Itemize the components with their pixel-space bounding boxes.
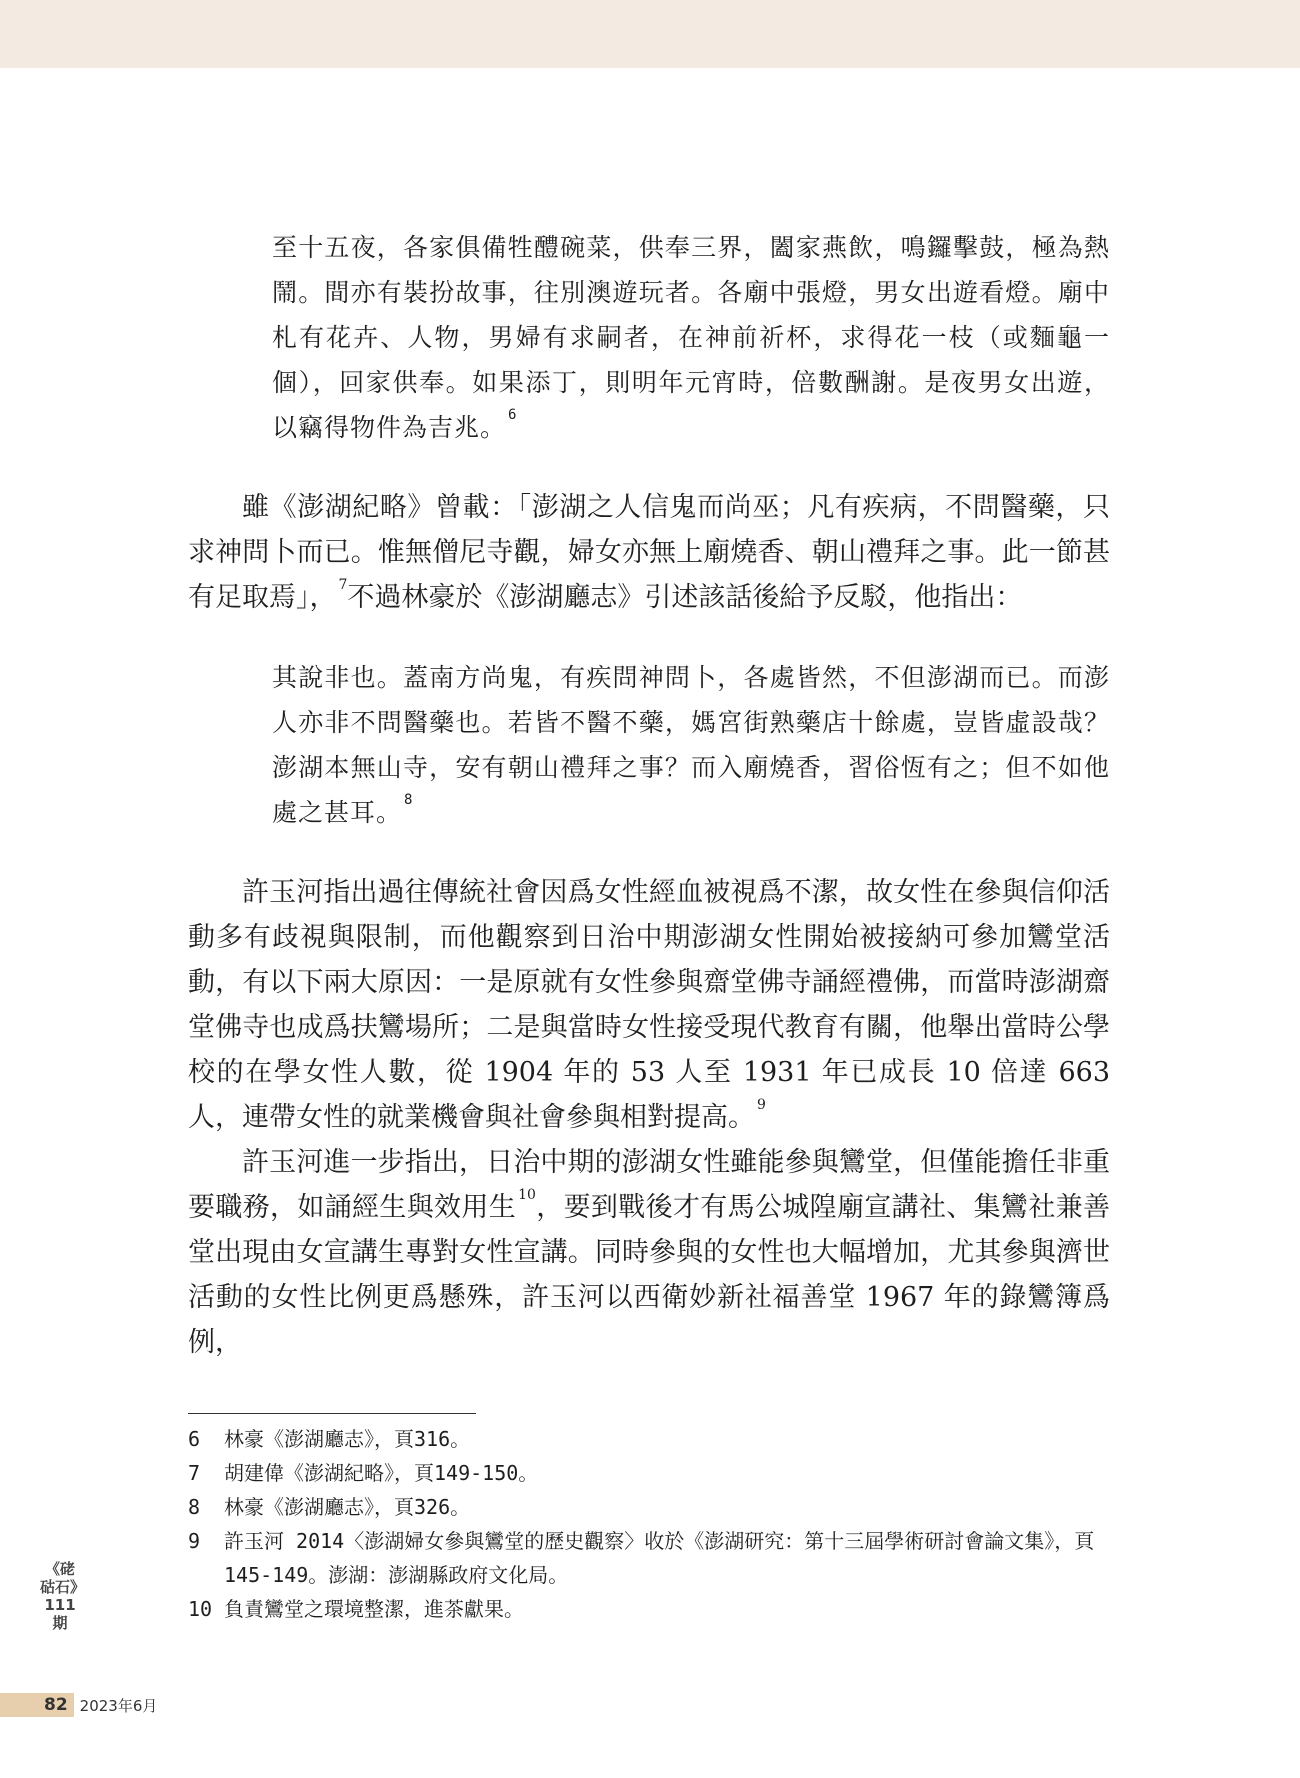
footnote-ref-7[interactable]: 7 [338,577,348,593]
footnotes-list [188,1422,1110,1626]
footnote-text: 許玉河 2014〈澎湖婦女參與鸞堂的歷史觀察〉收於《澎湖研究：第十三屆學術研討會論文集》，頁145-149。澎湖：澎湖縣政府文化局。 [224,1529,1095,1587]
footnote-ref-10[interactable]: 10 [518,1187,536,1203]
footnote-text: 林豪《澎湖廳志》，頁326。 [224,1495,471,1519]
footnote-item [188,1524,1110,1592]
block-quote-1 [272,225,1110,450]
body-paragraph-1 [188,485,1110,620]
para-3-text-a: 許玉河進一步指出，日治中期的澎湖女性雖能參與鸞堂，但僅能擔任非重要職務，如誦經生與效用生 [188,1147,1110,1223]
journal-side-label [40,1560,86,1632]
footnote-text: 胡建偉《澎湖紀略》，頁149-150。 [224,1461,539,1485]
footnote-item [188,1592,1110,1626]
body-paragraph-3 [188,1140,1110,1365]
footnote-divider [188,1413,476,1414]
footnote-item [188,1456,1110,1490]
footnote-ref-9[interactable]: 9 [757,1097,766,1113]
footnote-ref-8[interactable]: 8 [404,792,414,808]
footnote-number: 9 [188,1529,201,1553]
footnote-number: 8 [188,1495,201,1519]
quote-2-text: 其說非也。蓋南方尚鬼，有疾問神問卜，各處皆然，不但澎湖而已。而澎人亦非不問醫藥也。若皆不醫不藥，媽宮街熟藥店十餘處，豈皆虛設哉？澎湖本無山寺，安有朝山禮拜之事？而入廟燒香，習俗恆有之；但不如他處之甚耳。 [272,663,1110,827]
issue-date: 2023年6月 [79,1696,158,1715]
footnote-number: 6 [188,1427,201,1451]
block-quote-2 [272,655,1110,835]
page-footer-bar [0,1693,157,1717]
journal-issue: 111期 [44,1596,76,1632]
page-number: 82 [0,1693,74,1717]
para-3-text-b: ，要到戰後才有馬公城隍廟宣講社、集鸞社兼善堂出現由女宣講生專對女性宣講。同時參與的女性也大幅增加，尤其參與濟世活動的女性比例更爲懸殊，許玉河以西衛妙新社福善堂 1967 年的錄鸞簿爲例， [188,1192,1110,1358]
quote-1-text: 至十五夜，各家俱備牲醴碗菜，供奉三界，闔家燕飲，鳴鑼擊鼓，極為熱鬧。間亦有裝扮故事，往別澳遊玩者。各廟中張燈，男女出遊看燈。廟中札有花卉、人物，男婦有求嗣者，在神前祈杯，求得花一枝（或麵龜一個），回家供奉。如果添丁，則明年元宵時，倍數酬謝。是夜男女出遊，以竊得物件為吉兆。 [272,233,1110,442]
footnote-text: 林豪《澎湖廳志》，頁316。 [224,1427,471,1451]
footnote-ref-6[interactable]: 6 [508,407,518,423]
footnote-number: 10 [188,1597,213,1621]
body-paragraphs-2-3 [188,870,1110,1365]
para-1-text-a: 雖《澎湖紀略》曾載：「澎湖之人信鬼而尚巫；凡有疾病，不問醫藥，只求神問卜而已。惟無僧尼寺觀，婦女亦無上廟燒香、朝山禮拜之事。此一節甚有足取焉」， [188,492,1110,613]
footnote-text: 負責鸞堂之環境整潔，進茶獻果。 [224,1597,524,1621]
top-header-band [0,0,1300,68]
para-1-text-b: 不過林豪於《澎湖廳志》引述該話後給予反駁，他指出： [347,582,1023,613]
journal-title: 《硓𥑮石》 [40,1560,86,1596]
footnote-item [188,1422,1110,1456]
para-2-text: 許玉河指出過往傳統社會因爲女性經血被視爲不潔，故女性在參與信仰活動多有歧視與限制，而他觀察到日治中期澎湖女性開始被接納可參加鸞堂活動，有以下兩大原因：一是原就有女性參與齋堂佛寺誦經禮佛，而當時澎湖齋堂佛寺也成爲扶鸞場所；二是與當時女性接受現代教育有關，他舉出當時公學校的在學女性人數，從 1904 年的 53 人至 1931 年已成長 10 倍達 663 人，連帶女性的就業機會與社會參與相對提高。 [188,877,1110,1133]
footnote-number: 7 [188,1461,201,1485]
body-paragraph-2 [188,870,1110,1140]
footnote-item [188,1490,1110,1524]
